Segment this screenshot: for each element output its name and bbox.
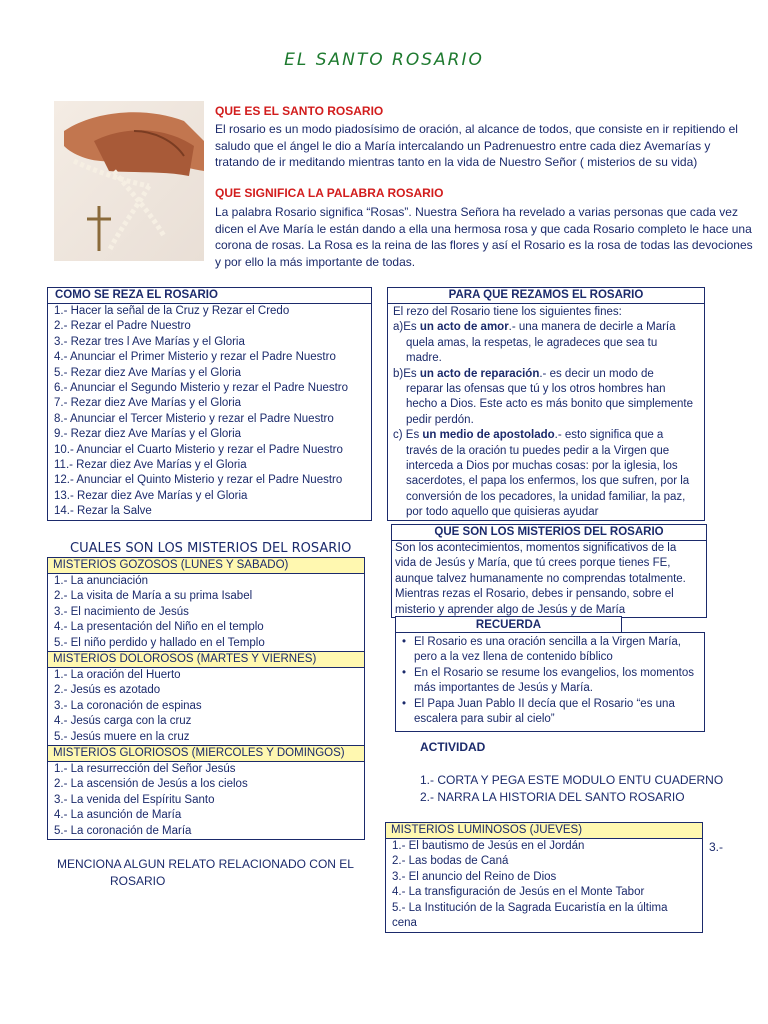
purpose-c-line: interceda a Dios por muchas cosas: por la iglesia, los	[406, 460, 678, 473]
q1-heading: QUE ES EL SANTO ROSARIO	[215, 104, 384, 118]
step-item: 5.- Rezar diez Ave Marías y el Gloria	[54, 366, 242, 379]
step-item: 14.- Rezar la Salve	[54, 505, 152, 518]
luminosos-title: MISTERIOS LUMINOSOS (JUEVES)	[385, 822, 703, 839]
dolorosos-box	[47, 668, 365, 746]
step-item: 4.- Anunciar el Primer Misterio y rezar el Padre Nuestro	[54, 351, 336, 364]
que-son-line: misterio y aprender algo de Jesús y de María	[395, 603, 626, 616]
purpose-a	[393, 320, 704, 335]
step-item: 8.- Anunciar el Tercer Misterio y rezar el Padre Nuestro	[54, 412, 334, 425]
que-son-heading: QUE SON LOS MISTERIOS DEL ROSARIO	[392, 525, 706, 541]
purpose-b-bold: un acto de reparación	[419, 367, 540, 380]
actividad-item-1: 1.- CORTA Y PEGA ESTE MODULO ENTU CUADERNO	[420, 773, 724, 787]
misterios-list	[47, 557, 365, 840]
como-se-reza-box	[47, 287, 372, 521]
actividad-item-2: 2.- NARRA LA HISTORIA DEL SANTO ROSARIO	[420, 790, 685, 804]
purpose-b-line: reparar las ofensas que tú y los otros hombres han	[406, 383, 666, 396]
menciona-line-1: MENCIONA ALGUN RELATO RELACIONADO CON EL	[57, 857, 354, 871]
gozosos-title: MISTERIOS GOZOSOS (LUNES Y SABADO)	[47, 557, 365, 574]
purpose-b-line: hecho a Dios. Este acto es más bonito que simplemente	[406, 398, 694, 411]
que-son-line: Mientras rezas el Rosario, debes ir pensando, sobre el	[395, 588, 674, 601]
que-son-line: aunque talvez humanamente no comprendas totalmente.	[395, 572, 686, 585]
glorioso-item: 4.- La asunción de María	[54, 809, 182, 822]
recuerda-bullet-cont: más importantes de Jesús y María.	[414, 682, 593, 695]
purpose-c-rest: .- esto significa que a	[554, 429, 664, 442]
recuerda-bullet: • El Papa Juan Pablo II decía que el Rosario “es una	[396, 697, 704, 712]
glorioso-item: 2.- La ascensión de Jesús a los cielos	[54, 778, 248, 791]
glorioso-item: 3.- La venida del Espíritu Santo	[54, 793, 215, 806]
recuerda-bullet: • En el Rosario se resume los evangelios, los momentos	[396, 666, 704, 681]
purpose-a-prefix: a)Es	[393, 321, 420, 334]
step-item: 10.- Anunciar el Cuarto Misterio y rezar el Padre Nuestro	[54, 443, 343, 456]
gloriosos-box	[47, 762, 365, 840]
recuerda-box	[395, 632, 705, 732]
purpose-a-line: madre.	[406, 352, 442, 365]
menciona-line-2: ROSARIO	[110, 874, 166, 888]
doloroso-item: 5.- Jesús muere en la cruz	[54, 730, 190, 743]
gozoso-item: 5.- El niño perdido y hallado en el Templo	[54, 636, 265, 649]
que-son-box	[391, 524, 707, 618]
q2-line: La palabra Rosario significa “Rosas”. Nuestra Señora ha revelado a varias personas que cada vez	[215, 205, 738, 219]
purpose-c-line: sacerdotes, el papa los enfermos, los que sufren, por la	[406, 475, 690, 488]
q2-line: y por ello la más importante de todas.	[215, 254, 416, 269]
luminosos-section	[385, 822, 703, 933]
step-item: 3.- Rezar tres l Ave Marías y el Gloria	[54, 335, 245, 348]
purpose-a-rest: .- una manera de decirle a María	[508, 321, 676, 334]
purpose-b-line: pedir perdón.	[406, 413, 474, 426]
actividad-item-3: 3.-	[709, 840, 724, 854]
q1-line: El rosario es un modo piadosísimo de oración, al alcance de todos, que consiste en ir repitiendo el	[215, 122, 738, 136]
q1-paragraph	[215, 121, 755, 171]
purpose-c-bold: un medio de apostolado	[422, 429, 555, 442]
luminoso-item: 5.- La Institución de la Sagrada Eucaristía en la última	[392, 901, 668, 914]
purpose-c	[393, 428, 704, 443]
purpose-b	[393, 367, 704, 382]
dolorosos-title: MISTERIOS DOLOROSOS (MARTES Y VIERNES)	[47, 652, 365, 668]
menciona-text	[57, 856, 354, 890]
doloroso-item: 1.- La oración del Huerto	[54, 669, 181, 682]
luminoso-item: 2.- Las bodas de Caná	[392, 855, 509, 868]
purpose-b-rest: .- es decir un modo de	[539, 367, 654, 380]
recuerda-bullet-cont: pero a la vez llena de contenido bíblico	[414, 651, 613, 664]
recuerda-bullet-cont: escalera para subir al cielo”	[414, 713, 555, 726]
actividad-heading: ACTIVIDAD	[420, 740, 486, 754]
doloroso-item: 4.- Jesús carga con la cruz	[54, 715, 192, 728]
para-que-intro: El rezo del Rosario tiene los siguientes fines:	[393, 306, 622, 318]
step-item: 2.- Rezar el Padre Nuestro	[54, 320, 191, 333]
recuerda-heading: RECUERDA	[475, 619, 542, 631]
glorioso-item: 1.- La resurrección del Señor Jesús	[54, 763, 236, 776]
step-item: 13.- Rezar diez Ave Marías y el Gloria	[54, 489, 248, 502]
q2-line: dicen el Ave María le están dando a ella una hermosa rosa y que cada Rosario completo le hace una	[215, 221, 752, 236]
luminoso-item: 4.- La transfiguración de Jesús en el Monte Tabor	[392, 886, 645, 899]
step-item: 7.- Rezar diez Ave Marías y el Gloria	[54, 397, 242, 410]
gozoso-item: 3.- El nacimiento de Jesús	[54, 605, 189, 618]
purpose-c-line: por todo aquello que quisieras ayudar	[406, 506, 599, 519]
step-item: 1.- Hacer la señal de la Cruz y Rezar el Credo	[54, 305, 290, 317]
step-item: 12.- Anunciar el Quinto Misterio y rezar el Padre Nuestro	[54, 474, 343, 487]
q2-paragraph	[215, 204, 755, 270]
q1-line: saludo que el ángel le dio a María intercalando un Padrenuestro entre cada diez Avemarías y	[215, 138, 711, 153]
page-title: EL SANTO ROSARIO	[284, 50, 484, 70]
doloroso-item: 2.- Jesús es azotado	[54, 684, 161, 697]
purpose-c-line: través de la oración tu puedes pedir a la Virgen que	[406, 444, 670, 457]
purpose-c-line: conversión de los pecadores, la unidad familiar, la paz,	[406, 490, 686, 503]
luminoso-item: 3.- El anuncio del Reino de Dios	[392, 870, 557, 883]
step-item: 9.- Rezar diez Ave Marías y el Gloria	[54, 428, 242, 441]
para-que-content	[388, 304, 704, 521]
q1-line: tratando de ir meditando mientras tanto en la vida de Nuestro Señor ( misterios de su vida)	[215, 155, 698, 169]
que-son-content	[392, 541, 706, 618]
purpose-c-prefix: c) Es	[393, 429, 423, 442]
para-que-box	[387, 287, 705, 521]
gozoso-item: 2.- La visita de María a su prima Isabel	[54, 590, 253, 603]
que-son-line: Son los acontecimientos, momentos significativos de la	[395, 542, 677, 554]
glorioso-item: 5.- La coronación de María	[54, 824, 192, 837]
recuerda-bullet: • El Rosario es una oración sencilla a la Virgen María,	[396, 635, 704, 650]
luminoso-item: cena	[392, 917, 417, 930]
step-item: 6.- Anunciar el Segundo Misterio y rezar el Padre Nuestro	[54, 382, 349, 395]
gozoso-item: 1.- La anunciación	[54, 575, 148, 587]
como-se-reza-steps	[48, 304, 371, 520]
doloroso-item: 3.- La coronación de espinas	[54, 699, 202, 712]
que-son-line: vida de Jesús y María, que tú crees porque tienes FE,	[395, 557, 671, 570]
purpose-a-bold: un acto de amor	[419, 321, 509, 334]
q2-line: corona de rosas. La Rosa es la reina de las flores y así el Rosario es la rosa de todas las devociones	[215, 238, 753, 252]
gozoso-item: 4.- La presentación del Niño en el templo	[54, 621, 264, 634]
misterios-heading: CUALES SON LOS MISTERIOS DEL ROSARIO	[70, 541, 352, 556]
q2-heading: QUE SIGNIFICA LA PALABRA ROSARIO	[215, 186, 444, 200]
gozosos-box	[47, 574, 365, 652]
step-item: 11.- Rezar diez Ave Marías y el Gloria	[54, 459, 247, 472]
luminosos-box	[385, 839, 703, 933]
purpose-a-line: quela amas, la respetas, le agradeces que sea tu	[406, 336, 658, 349]
recuerda-content	[396, 633, 704, 727]
purpose-b-prefix: b)Es	[393, 367, 420, 380]
como-se-reza-heading: COMO SE REZA EL ROSARIO	[48, 288, 371, 304]
luminoso-item: 1.- El bautismo de Jesús en el Jordán	[392, 840, 585, 852]
para-que-heading: PARA QUE REZAMOS EL ROSARIO	[388, 288, 704, 304]
gloriosos-title: MISTERIOS GLORIOSOS (MIERCOLES Y DOMINGOS)	[47, 746, 365, 762]
rosary-hands-photo	[54, 101, 204, 261]
